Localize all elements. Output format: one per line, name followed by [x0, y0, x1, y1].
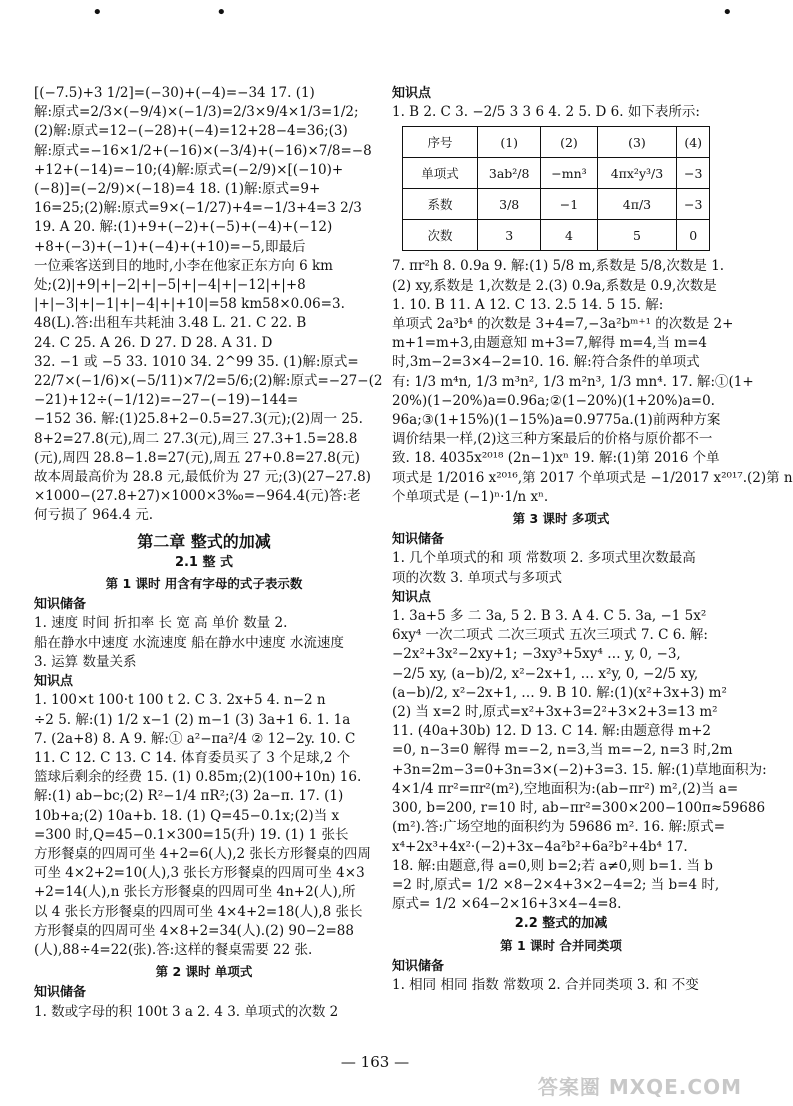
- table-cell: 3/8: [478, 189, 541, 220]
- right-block-1: [392, 257, 793, 507]
- text-line: −152 36. 解:(1)25.8+2−0.5=27.3(元);(2)周一 25.: [34, 411, 363, 428]
- text-line: 项式是 1/2016 x²⁰¹⁶,第 2017 个单项式是 −1/2017 x²⁰¹⁷.(2)第 n: [392, 469, 793, 486]
- text-line: 20%)(1−20%)a=0.96a;②(1−20%)(1+20%)a=0.: [392, 392, 715, 409]
- table-cell: 单项式: [403, 158, 478, 189]
- text-line: 个单项式是 (−1)ⁿ·1/n xⁿ.: [392, 488, 549, 505]
- text-line: 7. (2a+8) 8. A 9. 解:① a²−πa²/4 ② 12−2y. 10. C: [34, 730, 356, 747]
- text-line: 原式= 1/2 ×64−2×16+3×4−4=8.: [392, 896, 622, 913]
- text-line: 方形餐桌的四周可坐 4×8+2=34(人).(2) 90−2=88: [34, 922, 354, 939]
- table-header-row: [403, 127, 710, 158]
- table-cell: 4π/3: [597, 189, 677, 220]
- text-line: (a−b)/2, x²−2x+1, … 9. B 10. 解:(1)(x²+3x+3) m²: [392, 684, 727, 701]
- text-line: 1. 相同 相同 指数 常数项 2. 合并同类项 3. 和 不变: [392, 976, 699, 993]
- text-line: 19. A 20. 解:(1)+9+(−2)+(−5)+(−4)+(−12): [34, 219, 333, 236]
- left-block-3: [34, 691, 374, 960]
- text-line: 16=25;(2)解:原式=9×(−1/27)+4=−1/3+4=3 2/3: [34, 200, 362, 217]
- text-line: 1. 100×t 100·t 100 t 2. C 3. 2x+5 4. n−2 n: [34, 692, 326, 709]
- label-zhishidian: 知识点: [392, 86, 432, 101]
- text-line: 1. 几个单项式的和 项 常数项 2. 多项式里次数最高: [392, 550, 696, 567]
- text-line: (2) 当 x=2 时,原式=x²+3x+3=2²+3×2+3=13 m²: [392, 704, 718, 721]
- text-line: (m²).答:广场空地的面积约为 59686 m². 16. 解:原式=: [392, 819, 726, 836]
- text-line: 96a;③(1+15%)(1−15%)a=0.9775a.(1)前两种方案: [392, 412, 721, 429]
- table-cell: −1: [541, 189, 597, 220]
- text-line: −2/5 xy, (a−b)/2, x²−2x+1, … x²y, 0, −2/5 xy,: [392, 665, 699, 682]
- text-line: +3n=2m−3=0+3n=3×(−2)+3=3. 15. 解:(1)草地面积为:: [392, 761, 767, 778]
- table-row: [403, 158, 710, 189]
- table-cell: 5: [597, 220, 677, 251]
- scan-dot: •: [216, 2, 227, 23]
- text-line: 一位乘客送到目的地时,小李在他家正东方向 6 km: [34, 257, 333, 274]
- text-line: 何亏损了 964.4 元.: [34, 507, 154, 524]
- table-cell: 4πx²y³/3: [597, 158, 677, 189]
- text-line: 项的次数 3. 单项式与多项式: [392, 569, 562, 586]
- section-title: 2.2 整式的加减: [514, 916, 608, 932]
- text-line: 1. 3a+5 多 二 3a, 5 2. B 3. A 4. C 5. 3a, −1 5x²: [392, 608, 707, 625]
- text-line: 可坐 4×2+2=10(人),3 张长方形餐桌的四周可坐 4×3: [34, 865, 365, 882]
- text-line: (人),88÷4=22(张).答:这样的餐桌需要 22 张.: [34, 941, 313, 958]
- table-cell: −mn³: [541, 158, 597, 189]
- scan-dot: •: [92, 2, 103, 23]
- left-block-1: [34, 84, 383, 526]
- watermark-logo: 答案圈 MXQE.COM: [537, 1075, 742, 1099]
- text-line: 船在静水中速度 水流速度 船在静水中速度 水流速度: [34, 634, 344, 651]
- table-cell: (2): [541, 127, 597, 158]
- text-line: m+1=m+3,由题意知 m+3=7,解得 m=4,当 m=4: [392, 335, 707, 352]
- text-line: =0, n−3=0 解得 m=−2, n=3,当 m=−2, n=3 时,2m: [392, 742, 733, 759]
- text-line: 致. 18. 4035x²⁰¹⁸ (2n−1)xⁿ 19. 解:(1)第 2016 个单: [392, 450, 720, 467]
- text-line: ×1000−(27.8+27)×1000×3‰=−964.4(元)答:老: [34, 488, 361, 505]
- text-line: 调价结果一样,(2)这三种方案最后的价格与原价都不一: [392, 431, 713, 448]
- text-line: 11. C 12. C 13. C 14. 体育委员买了 3 个足球,2 个: [34, 749, 351, 766]
- text-line: 32. −1 或 −5 33. 1010 34. 2^99 35. (1)解:原式=: [34, 353, 359, 370]
- left-block-2: [34, 614, 374, 672]
- text-line: [(−7.5)+3 1/2]=(−30)+(−4)=−34 17. (1): [34, 85, 315, 101]
- table-cell: (3): [597, 127, 677, 158]
- right-block-2: [392, 549, 730, 587]
- text-line: 1. 10. B 11. A 12. C 13. 2.5 14. 5 15. 解:: [392, 296, 664, 313]
- text-line: 6xy⁴ 一次二项式 二次三项式 五次三项式 7. C 6. 解:: [392, 627, 708, 644]
- text-line: 7. πr²h 8. 0.9a 9. 解:(1) 5/8 m,系数是 5/8,次数是 1.: [392, 258, 725, 275]
- chapter-title: 第二章 整式的加减: [137, 531, 271, 551]
- text-line: 解:(1) ab−bc;(2) R²−1/4 πR²;(3) 2a−π. 17. (1): [34, 788, 344, 805]
- table-cell: 系数: [403, 189, 478, 220]
- table-cell: 次数: [403, 220, 478, 251]
- left-column: [34, 84, 383, 1022]
- text-line: 有: 1/3 m⁴n, 1/3 m³n², 1/3 m²n³, 1/3 mn⁴. 17. 解:①(1+: [392, 373, 754, 390]
- label-zhishidian: 知识点: [392, 589, 432, 605]
- section-title: 2.1 整 式: [174, 554, 234, 570]
- text-line: =300 时,Q=45−0.1×300=15(升) 19. (1) 1 张长: [34, 826, 349, 843]
- lesson-title: 第 2 课时 单项式: [155, 964, 253, 980]
- text-line: 解:原式=−16×1/2+(−16)×(−3/4)+(−16)×7/8=−8: [34, 142, 372, 159]
- text-line: −21)+12÷(−1/12)=−27−(−19)−144=: [34, 392, 299, 409]
- table-cell: 4: [541, 220, 597, 251]
- text-line: 3. 运算 数量关系: [34, 653, 137, 670]
- table-cell: 3: [478, 220, 541, 251]
- text-line: 8+2=27.8(元),周二 27.3(元),周三 27.3+1.5=28.8: [34, 430, 358, 447]
- text-line: 300, b=200, r=10 时, ab−πr²=300×200−100π≈59686: [392, 800, 766, 817]
- label-zhishi-chubei: 知识储备: [34, 985, 87, 1001]
- label-zhishidian: 知识点: [34, 674, 74, 690]
- lesson-title: 第 1 课时 合并同类项: [500, 937, 622, 953]
- table-cell: 3ab²/8: [478, 158, 541, 189]
- page-number: — 163 —: [340, 1053, 410, 1071]
- text-line: 1. 数或字母的积 100t 3 a 2. 4 3. 单项式的次数 2: [34, 1003, 339, 1020]
- text-line: 18. 解:由题意,得 a=0,则 b=2;若 a≠0,则 b=1. 当 b: [392, 857, 713, 874]
- text-line: 22/7×(−1/6)×(−5/11)×7/2=5/6;(2)解:原式=−27−(2: [34, 373, 383, 390]
- text-line: 处;(2)|+9|+|−2|+|−5|+|−4|+|−12|+|+8: [34, 277, 306, 294]
- table-cell: −3: [677, 158, 710, 189]
- table-cell: 0: [677, 220, 710, 251]
- text-line: 24. C 25. A 26. D 27. D 28. A 31. D: [34, 334, 273, 351]
- text-line: (2)解:原式=12−(−28)+(−4)=12+28−4=36;(3): [34, 123, 348, 140]
- label-zhishi-chubei: 知识储备: [392, 532, 445, 548]
- table-row: [403, 189, 710, 220]
- scan-dot: •: [722, 2, 733, 23]
- text-line: −2x²+3x²−2xy+1; −3xy³+5xy⁴ … y, 0, −3,: [392, 646, 681, 663]
- label-zhishi-chubei: 知识储备: [392, 958, 445, 974]
- table-cell: (1): [478, 127, 541, 158]
- lesson-title: 第 3 课时 多项式: [512, 511, 610, 527]
- table-cell: 序号: [403, 127, 478, 158]
- text-line: |+|−3|+|−1|+|−4|+|+10|=58 km58×0.06=3.: [34, 296, 345, 313]
- lesson-title: 第 1 课时 用含有字母的式子表示数: [105, 576, 303, 592]
- text-line: =2 时,原式= 1/2 ×8−2×4+3×2−4=2; 当 b=4 时,: [392, 876, 720, 893]
- table-cell: −3: [677, 189, 710, 220]
- text-line: 时,3m−2=3×4−2=10. 16. 解:符合条件的单项式: [392, 354, 700, 371]
- text-line: 解:原式=2/3×(−9/4)×(−1/3)=2/3×9/4×1/3=1/2;: [34, 104, 359, 121]
- text-line: +12+(−14)=−10;(4)解:原式=(−2/9)×[(−10)+: [34, 161, 344, 178]
- text-line: (元),周四 28.8−1.8=27(元),周五 27+0.8=27.8(元): [34, 449, 360, 466]
- text-line: 篮球后剩余的经费 15. (1) 0.85m;(2)(100+10n) 16.: [34, 769, 362, 786]
- text-line: ÷2 5. 解:(1) 1/2 x−1 (2) m−1 (3) 3a+1 6. 1. 1a: [34, 711, 351, 728]
- table-row: [403, 220, 710, 251]
- text-line: 1. 速度 时间 折扣率 长 宽 高 单价 数量 2.: [34, 615, 288, 632]
- text-line: 故本周最高价为 28.8 元,最低价为 27 元;(3)(27−27.8): [34, 469, 371, 486]
- right-column: [392, 84, 793, 995]
- text-line: 1. B 2. C 3. −2/5 3 3 6 4. 2 5. D 6. 如下表所示:: [392, 104, 700, 121]
- text-line: x⁴+2x³+4x²·(−2)+3x−4a²b²+6a²b²+4b⁴ 17.: [392, 838, 688, 855]
- text-line: 方形餐桌的四周可坐 4+2=6(人),2 张长方形餐桌的四周: [34, 845, 371, 862]
- text-line: +2=14(人),n 张长方形餐桌的四周可坐 4n+2(人),所: [34, 884, 356, 901]
- text-line: 48(L).答:出租车共耗油 3.48 L. 21. C 22. B: [34, 315, 307, 332]
- monomial-table: [402, 126, 710, 251]
- text-line: 11. (40a+30b) 12. D 13. C 14. 解:由题意得 m+2: [392, 723, 712, 740]
- text-line: 单项式 2a³b⁴ 的次数是 3+4=7,−3a²bᵐ⁺¹ 的次数是 2+: [392, 316, 734, 333]
- text-line: 4×1/4 πr²=πr²(m²),空地面积为:(ab−πr²) m²,(2)当 a=: [392, 780, 739, 797]
- text-line: 以 4 张长方形餐桌的四周可坐 4×4+2=18(人),8 张长: [34, 903, 363, 920]
- label-zhishi-chubei: 知识储备: [34, 597, 87, 613]
- text-line: (−8)]=(−2/9)×(−18)=4 18. (1)解:原式=9+: [34, 181, 321, 198]
- text-line: +8+(−3)+(−1)+(−4)+(+10)=−5,即最后: [34, 238, 306, 255]
- table-cell: (4): [677, 127, 710, 158]
- right-block-3: [392, 607, 767, 914]
- text-line: (2) xy,系数是 1,次数是 2.(3) 0.9a,系数是 0.9,次数是: [392, 277, 717, 294]
- text-line: 10b+a;(2) 10a+b. 18. (1) Q=45−0.1x;(2)当 x: [34, 807, 340, 824]
